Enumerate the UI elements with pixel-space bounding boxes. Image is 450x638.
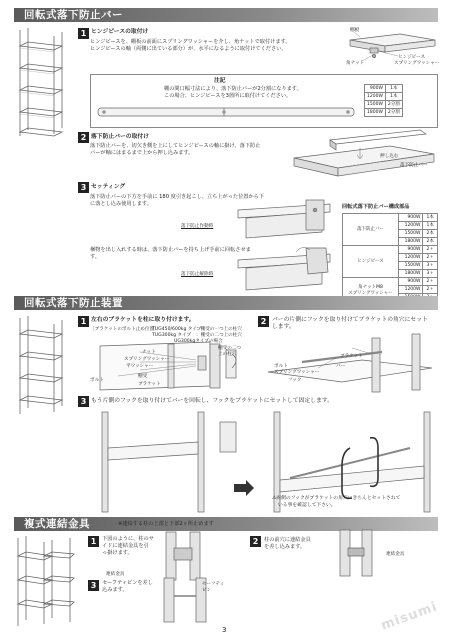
page-number: 3 [222,626,227,634]
width-cell: 900W [365,85,386,93]
count-cell: 2本 [423,238,438,246]
type-label: TUG450/600kg タイプ [152,327,202,332]
count-cell: 2ヶ [423,246,438,254]
watermark: misumi [379,599,440,634]
section-title: 回転式落下防止バー [24,9,123,21]
label-hinge: ヒンジピース [398,55,426,60]
label-bolt: ボルト [90,378,104,383]
step-text: バーが軸にはまるまで上から押し込みます。 [90,150,194,156]
step-text: っ掛けます。 [102,550,133,556]
width-cell: 1800W [399,238,423,246]
coupling-illustration-2 [334,530,384,576]
width-cell: 1800W [399,270,423,278]
step-text: 梱物を出し入れする時は、落下防止バーを持ち上げ手前に回転させま [90,247,251,253]
parts-title: 回転式落下防止バー構成部品 [342,204,410,210]
step-text: 柱の前穴に連結金具 [264,537,311,543]
warning-text: いる事を確認して下さい。 [278,503,336,508]
label-nut: ナット [142,350,156,355]
coupling-illustration-1 [160,532,210,580]
label-bracket: ブラケット [138,382,161,387]
width-cell: 1200W [399,286,423,294]
label-bolt: ボルト [274,364,288,369]
label-spring: スプリングワッシャー [274,370,320,375]
count-cell: 2ヶ [423,286,438,294]
label-push: 押し込む [380,154,399,159]
label-washer: 平ワッシャー [126,364,154,369]
step-text: に落とし込み使用します。 [90,201,152,207]
step-number-1: 1 [78,316,89,327]
width-cell: 1200W [365,93,386,101]
part-name: ヒンジピース [343,246,399,278]
width-cell: 1500W [399,230,423,238]
type-desc: ：棚受の二つ上の柱穴 [196,333,242,338]
type-label: TUG300kg タイプ [152,333,192,338]
part-name: 角ナットM8 スプリングワッシャー [343,278,399,310]
width-cell: 1200W [399,254,423,262]
step-title: セッティング [91,184,126,190]
section-title: 回転式落下防止装置 [24,297,123,309]
section-header-coupling [14,517,438,531]
width-cell: 900W [399,246,423,254]
count-cell: 2分割 [385,109,402,117]
step-number-3: 3 [78,396,89,407]
step-number-1: 1 [88,536,99,547]
step-title: します。 [272,324,295,330]
label-bar: 落下防止バー [400,163,428,168]
label-bar: バー [336,364,346,369]
step-text: 落下防止バーを、切欠き側を上にしてヒンジピースの軸に掛け、落下防止 [90,143,261,149]
bar-mount-illustration [290,128,438,186]
label-tanaita: 棚板 [350,28,360,33]
step-title: 左右のブラケットを柱に取り付けます。 [91,317,195,323]
section-note: ※連結する柱の上部と下部2ヶ所止めます [118,521,214,527]
step-text: 下図のように、柱のサ [102,536,154,542]
label-tanauke2: 棚受の二つ上の柱穴 [218,346,241,358]
count-cell: 1本 [423,214,438,222]
notice-text: 棚の間口幅寸法により、落下防止バーが2分割になります。 [164,86,302,92]
width-cell: 900W [399,278,423,286]
width-cell: 900W [399,214,423,222]
section-header-rotary-bar [14,8,438,22]
label-bracket: ブラケット [340,354,363,359]
step-number-1: 1 [78,28,89,39]
setting-illustration-1 [236,196,334,240]
step-text: 込みます。 [102,587,128,593]
width-cell: 1500W [365,101,386,109]
label-action: 落下防止作動時 [181,224,214,229]
count-cell: 1本 [423,222,438,230]
step-number-2: 2 [78,132,89,143]
notice-title: 注記 [214,78,226,84]
step-title: バーの片側にフックを取り付けてブラケットの角穴にセット [272,317,428,323]
count-cell: 1本 [385,93,402,101]
label-spring: スプリングワッシャー [124,357,170,362]
step-title: もう片側のフックを取り付けてバーを回転し、フックをブラケットにセットして固定します。 [91,398,333,404]
step-text: を差し込みます。 [264,544,306,550]
hook-illustration [262,332,438,394]
step-text: ヒンジピースの軸（両側に出ている部分）が、水平になるように取付けてください。 [90,46,287,52]
shelf-illustration-2 [14,316,66,416]
section-header-rotary-device [14,296,438,310]
label-kakunut: 角ナット [346,61,365,66]
width-cell: 1200W [399,222,423,230]
shelf-illustration-1 [14,28,66,138]
count-cell: 1本 [385,85,402,93]
part-name: 落下防止バー [343,214,399,246]
step-text: ヒンジピースを、棚板の前面にスプリングワッシャーを介し、角ナットで取付けます。 [90,39,291,45]
width-cell: 1800W [365,109,386,117]
setting-illustration-2 [236,246,334,292]
count-cell: 3ヶ [423,270,438,278]
step-title: 落下防止バーの取付け [91,134,149,140]
step-number-3: 3 [88,580,99,591]
label-pin: セーフティ [202,582,225,587]
count-cell: 3ヶ [423,262,438,270]
step-title: ヒンジピースの取付け [91,29,149,35]
step-text: イドに連結金具を引 [102,543,149,549]
label-tanauke: 棚受 [138,374,148,379]
width-cell: 1500W [399,262,423,270]
label-ug300: UG300kgタイプの場合 [174,339,223,344]
count-cell: 2本 [423,230,438,238]
label-pin: ピン [202,588,212,593]
count-cell: 2ヶ [423,278,438,286]
label-hook: フック [288,378,302,383]
bolt-position-label: ［ブラケットのボルト止め位置］ [90,327,159,332]
step-text: 落下防止バーの下方を手前に 180 度引き起こし、立ち上がった位置から下 [90,194,265,200]
count-cell: 2分割 [385,101,402,109]
shelf-illustration-3 [14,536,76,628]
label-coupling: 連結金具 [386,552,405,557]
type-desc: ：棚受の一つ上の柱穴 [196,327,242,332]
warning-text: ⚠両側のフックがブラケットの角穴にきちんとセットされて [272,496,401,501]
step-text: す。 [90,254,100,260]
step-text: セーフティピンを差し [102,580,153,586]
step-number-3: 3 [78,182,89,193]
bar-split-illustration [96,104,358,122]
label-spring: スプリングワッシャー [394,61,440,66]
notice-text: この場合、ヒンジピースを3箇所に取付けてください。 [164,93,292,99]
label-release: 落下防止解除時 [181,272,214,277]
step-number-2: 2 [250,536,261,547]
width-split-table [364,84,403,117]
step-number-2: 2 [258,316,269,327]
count-cell: 2ヶ [423,254,438,262]
label-coupling: 連結金具 [106,572,125,577]
section-title: 複式連結金具 [24,518,90,530]
